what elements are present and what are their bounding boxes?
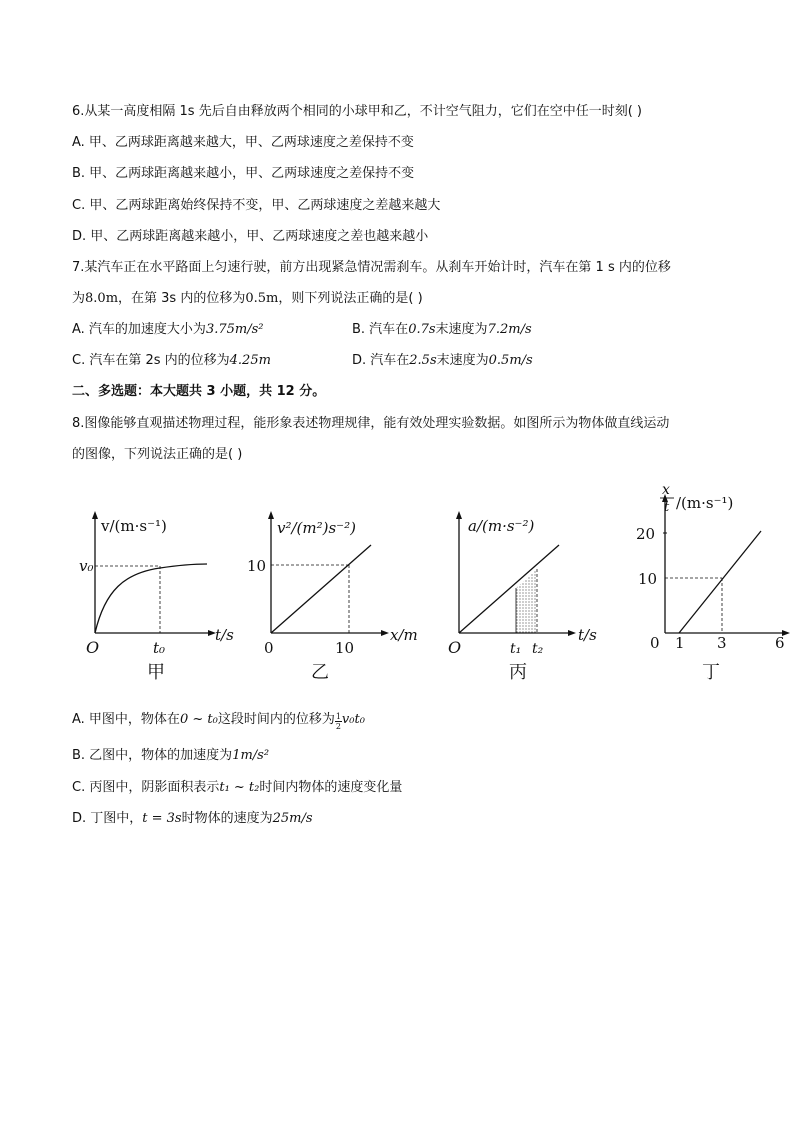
- q7-text: ，则下列说法正确的是( ): [278, 291, 423, 306]
- graph-jia-t0-label: t₀: [153, 639, 166, 657]
- graph-bing: [448, 511, 597, 683]
- graph-jia-y-arrow: [92, 511, 98, 519]
- graph-ding-x-tick-6: 6: [775, 634, 785, 652]
- graph-ding-y-tick-10: 10: [638, 570, 658, 588]
- graph-yi-x-arrow: [381, 630, 389, 636]
- graph-bing-shaded-area: [516, 569, 537, 633]
- q7-option-d-text2: 末速度为: [436, 353, 489, 368]
- q8-option-b-value: 1m/s²: [232, 748, 270, 763]
- q8-option-d-time: t = 3s: [142, 811, 182, 826]
- graph-jia-x-label: t/s: [215, 626, 234, 644]
- graph-yi: [247, 511, 418, 683]
- graph-jia: [79, 511, 234, 683]
- graph-ding-y-label-numerator: x: [662, 482, 670, 498]
- q8-option-d-text: D. 丁图中，: [72, 811, 143, 826]
- fraction-numerator: 1: [335, 712, 341, 721]
- q7-option-c-text: C. 汽车在第 2s 内的位移为: [72, 353, 230, 368]
- q7-option-a-value: 3.75m/s²: [205, 322, 264, 337]
- graph-jia-y-label: v/(m·s⁻¹): [101, 517, 167, 535]
- q7-option-d-text: D. 汽车在: [352, 353, 410, 368]
- graph-bing-caption: 丙: [509, 662, 527, 683]
- q8-graphs: [0, 478, 794, 708]
- q8-option-c: [72, 779, 402, 797]
- graph-bing-t1-label: t₁: [510, 641, 522, 657]
- graph-ding-x-tick-3: 3: [717, 634, 727, 652]
- graph-yi-origin: 0: [264, 639, 274, 657]
- q8-option-c-range: t₁ ~ t₂: [219, 780, 260, 795]
- q8-option-a-range: 0 ~ t₀: [179, 712, 218, 727]
- q7-options-row2: [72, 352, 672, 370]
- q7-stem-line1: 7.某汽车正在水平路面上匀速行驶，前方出现紧急情况需刹车。从刹车开始计时，汽车在第 1 s 内的位移: [72, 260, 671, 275]
- graph-ding-caption: 丁: [702, 662, 720, 683]
- section-heading: 二、多选题：本大题共 3 小题，共 12 分。: [72, 384, 326, 399]
- q8-option-a-fraction: [335, 712, 342, 731]
- graph-jia-v0-label: v₀: [79, 557, 94, 575]
- graph-bing-origin: O: [448, 638, 462, 657]
- q8-option-a-tail: v₀t₀: [341, 712, 365, 727]
- q8-option-c-text2: 时间内物体的速度变化量: [259, 780, 403, 795]
- q6-option-b: B. 甲、乙两球距离越来越小，甲、乙两球速度之差保持不变: [72, 166, 415, 181]
- q7-option-b: [352, 321, 532, 339]
- graph-bing-line: [459, 545, 559, 633]
- q8-option-a: [72, 711, 365, 731]
- q8-stem-line1: 8.图像能够直观描述物理过程，能形象表述物理规律，能有效处理实验数据。如图所示为物体做直线运动: [72, 416, 670, 431]
- graph-ding: [636, 482, 790, 683]
- q8-option-b-text: B. 乙图中，物体的加速度为: [72, 748, 233, 763]
- q8-option-a-text2: 这段时间内的位移为: [217, 712, 335, 727]
- q7-value-third-second: 0.5m: [245, 291, 279, 306]
- graph-yi-y-arrow: [268, 511, 274, 519]
- q7-option-a-text: A. 汽车的加速度大小为: [72, 322, 206, 337]
- graph-ding-origin: 0: [650, 634, 660, 652]
- graph-yi-x-tick: 10: [335, 639, 355, 657]
- graph-yi-x-label: x/m: [390, 626, 418, 644]
- graph-yi-y-label: v²/(m²)s⁻²): [277, 519, 356, 537]
- q7-stem-line2: [72, 290, 423, 308]
- q8-stem-line2: 的图像，下列说法正确的是( ): [72, 447, 243, 462]
- q7-value-first-second: 8.0m: [85, 291, 119, 306]
- graph-bing-y-label: a/(m·s⁻²): [468, 517, 535, 535]
- q7-option-b-speed: 7.2m/s: [487, 322, 532, 337]
- q7-option-d-time: 2.5s: [409, 353, 437, 368]
- q8-option-d-value: 25m/s: [272, 811, 313, 826]
- graph-ding-y-label-denominator: t: [664, 500, 670, 515]
- graph-bing-y-arrow: [456, 511, 462, 519]
- graph-jia-curve: [95, 564, 207, 633]
- q7-option-a: [72, 322, 263, 337]
- graph-jia-caption: 甲: [147, 662, 165, 683]
- q7-options-row1: [72, 321, 672, 339]
- fraction-denominator: 2: [335, 722, 341, 731]
- graph-yi-line: [271, 545, 371, 633]
- graph-ding-x-tick-1: 1: [675, 634, 685, 652]
- q6-option-d: D. 甲、乙两球距离越来越小，甲、乙两球速度之差也越来越小: [72, 229, 429, 244]
- graph-bing-x-label: t/s: [578, 626, 597, 644]
- q7-option-d: [352, 352, 533, 370]
- graph-ding-y-label-unit: /(m·s⁻¹): [676, 494, 734, 512]
- q7-text: ，在第 3s 内的位移为: [118, 291, 246, 306]
- q7-option-b-text: B. 汽车在: [352, 322, 409, 337]
- graph-ding-line: [679, 531, 761, 633]
- graph-bing-t2-label: t₂: [532, 641, 544, 657]
- graph-ding-y-tick-20: 20: [636, 525, 656, 543]
- q7-option-d-speed: 0.5m/s: [488, 353, 533, 368]
- graph-yi-y-tick: 10: [247, 557, 267, 575]
- q8-option-b: [72, 747, 269, 765]
- graph-bing-x-arrow: [568, 630, 576, 636]
- q7-option-c: [72, 353, 271, 368]
- graph-yi-caption: 乙: [311, 662, 329, 683]
- q7-option-c-value: 4.25m: [229, 353, 271, 368]
- q8-option-d: [72, 810, 313, 828]
- graph-jia-origin: O: [86, 638, 100, 657]
- q6-stem: 6.从某一高度相隔 1s 先后自由释放两个相同的小球甲和乙，不计空气阻力，它们在空中任一时刻( ): [72, 104, 642, 119]
- q6-option-c: C. 甲、乙两球距离始终保持不变，甲、乙两球速度之差越来越大: [72, 198, 441, 213]
- q7-text: 为: [72, 291, 86, 306]
- q7-option-b-text2: 末速度为: [435, 322, 488, 337]
- q8-option-c-text: C. 丙图中，阴影面积表示: [72, 780, 220, 795]
- q6-option-a: A. 甲、乙两球距离越来越大，甲、乙两球速度之差保持不变: [72, 135, 414, 150]
- q7-option-b-time: 0.7s: [408, 322, 436, 337]
- q8-option-a-text: A. 甲图中，物体在: [72, 712, 180, 727]
- q8-option-d-text2: 时物体的速度为: [181, 811, 273, 826]
